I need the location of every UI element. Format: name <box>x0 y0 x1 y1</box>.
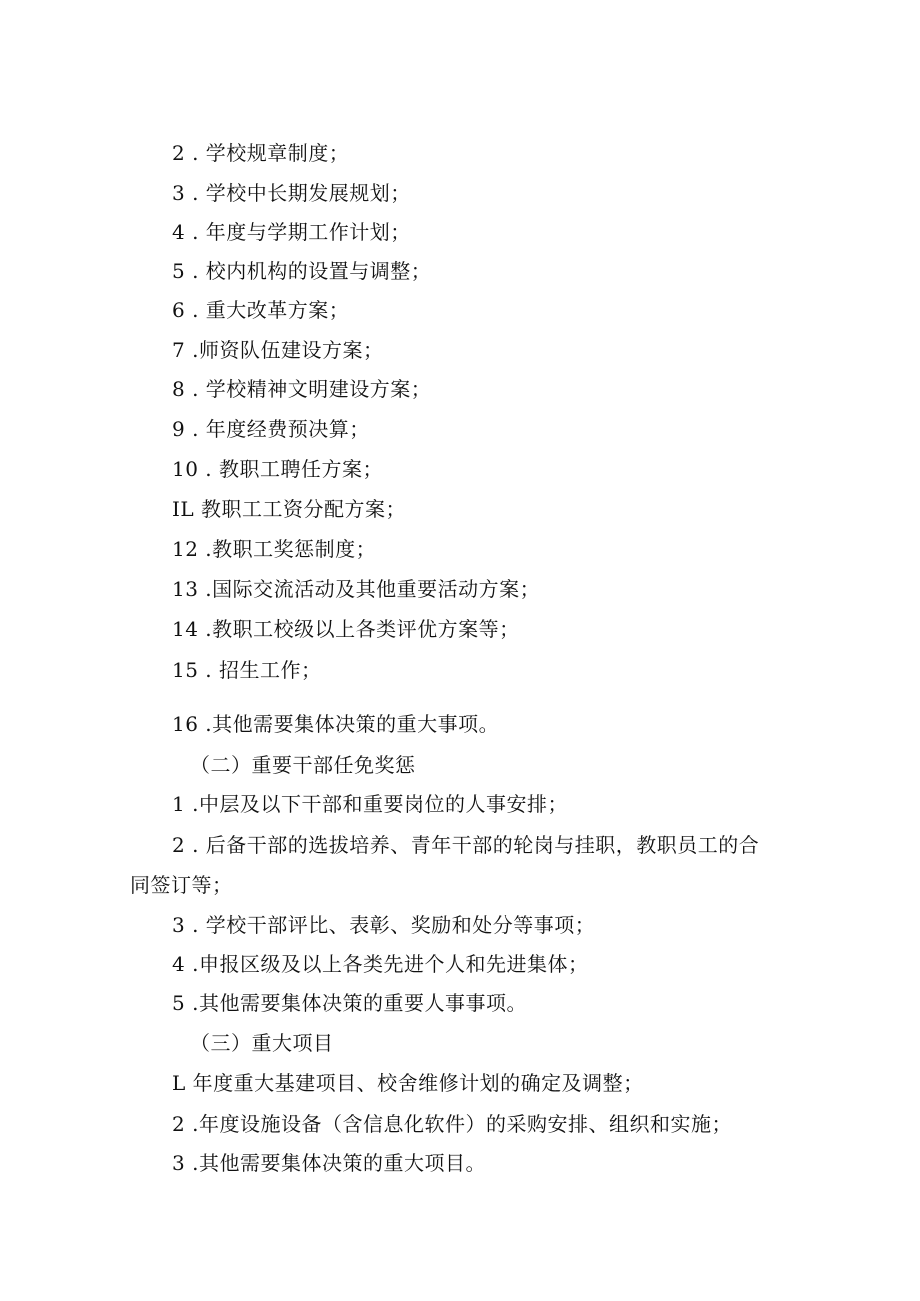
list-item: 5 .其他需要集体决策的重要人事事项。 <box>172 991 527 1015</box>
list-item: 8 . 学校精神文明建设方案； <box>172 377 432 401</box>
list-item: 7 .师资队伍建设方案； <box>172 338 384 362</box>
list-item: 3 .其他需要集体决策的重大项目。 <box>172 1151 486 1175</box>
list-item: 4 .申报区级及以上各类先进个人和先进集体； <box>172 952 589 976</box>
list-item: 2 . 学校规章制度； <box>172 141 350 165</box>
list-item: 9 . 年度经费预决算； <box>172 417 370 441</box>
section-heading: （三）重大项目 <box>190 1031 334 1055</box>
list-item: 13 .国际交流活动及其他重要活动方案； <box>172 577 541 601</box>
list-item: 3 . 学校中长期发展规划； <box>172 181 411 205</box>
list-item: 4 . 年度与学期工作计划； <box>172 220 411 244</box>
list-item: 15 . 招生工作； <box>172 658 322 682</box>
list-item: L 年度重大基建项目、校舍维修计划的确定及调整； <box>172 1071 644 1095</box>
list-item: 12 .教职工奖惩制度； <box>172 537 377 561</box>
list-item: 5 . 校内机构的设置与调整； <box>172 259 432 283</box>
list-item: 3 . 学校干部评比、表彰、奖励和处分等事项； <box>172 913 596 937</box>
list-item: IL 教职工工资分配方案； <box>172 497 407 521</box>
list-item: 10 . 教职工聘任方案； <box>172 457 384 481</box>
list-item: 16 .其他需要集体决策的重大事项。 <box>172 712 500 736</box>
list-item: 2 .年度设施设备（含信息化软件）的采购安排、组织和实施； <box>172 1112 732 1136</box>
list-item: 14 .教职工校级以上各类评优方案等； <box>172 617 520 641</box>
list-item-continuation: 同签订等； <box>130 873 233 897</box>
section-heading: （二）重要干部任免奖惩 <box>190 753 416 777</box>
list-item: 6 . 重大改革方案； <box>172 298 350 322</box>
list-item: 1 .中层及以下干部和重要岗位的人事安排； <box>172 792 568 816</box>
list-item: 2 . 后备干部的选拔培养、青年干部的轮岗与挂职，教职员工的合 <box>172 833 760 857</box>
